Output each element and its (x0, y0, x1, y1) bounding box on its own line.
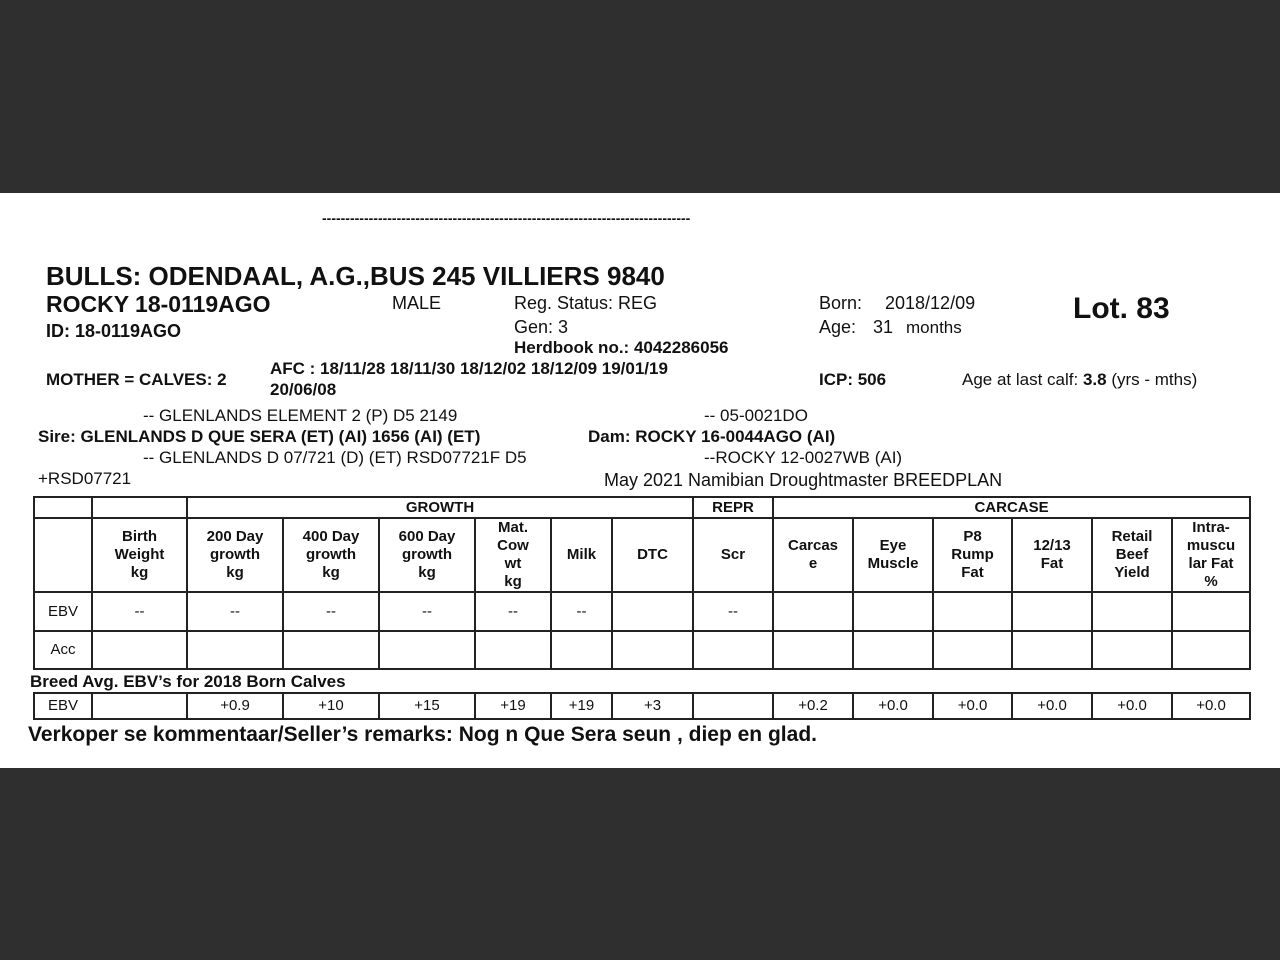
sire-dam-cont: +RSD07721 (38, 469, 132, 488)
acc-cell (475, 631, 551, 669)
avg-cell: +0.0 (933, 693, 1012, 719)
col-header: Carcas e (773, 518, 853, 592)
ebv-cell (1012, 592, 1092, 631)
col-header: Milk (551, 518, 612, 592)
avg-cell: +0.2 (773, 693, 853, 719)
ebv-cell: -- (475, 592, 551, 631)
animal-id: ID: 18-0119AGO (46, 321, 182, 341)
row-label-header (34, 518, 92, 592)
sire-dam: -- GLENLANDS D 07/721 (D) (ET) RSD07721F D5 (143, 448, 527, 467)
lot-card (0, 193, 1280, 768)
seller-remarks: Verkoper se kommentaar/Seller’s remarks: Nog n Que Sera seun , diep en glad. (28, 723, 817, 746)
acc-cell (1092, 631, 1172, 669)
ebv-cell: -- (693, 592, 773, 631)
group-repr: REPR (693, 497, 773, 518)
col-header: Eye Muscle (853, 518, 933, 592)
ebv-cell (853, 592, 933, 631)
avg-cell: +3 (612, 693, 693, 719)
avg-cell: +0.9 (187, 693, 283, 719)
ebv-cell (612, 592, 693, 631)
generation: Gen: 3 (514, 317, 569, 337)
avg-cell: +19 (551, 693, 612, 719)
afc-dates: AFC : 18/11/28 18/11/30 18/12/02 18/12/09 19/01/19 (270, 359, 668, 378)
sire-sire: -- GLENLANDS ELEMENT 2 (P) D5 2149 (143, 406, 458, 425)
sex: MALE (392, 293, 442, 313)
avg-cell: +15 (379, 693, 475, 719)
acc-cell (773, 631, 853, 669)
col-header: Intra- muscu lar Fat % (1172, 518, 1250, 592)
acc-cell (92, 631, 187, 669)
col-header: 12/13 Fat (1012, 518, 1092, 592)
acc-cell (933, 631, 1012, 669)
herdbook-number: Herdbook no.: 4042286056 (514, 338, 729, 357)
age-label: Age: (819, 317, 857, 337)
col-header: Birth Weight kg (92, 518, 187, 592)
age-last-calf (962, 371, 1197, 388)
col-header: 200 Day growth kg (187, 518, 283, 592)
born-value: 2018/12/09 (885, 293, 976, 313)
avg-cell: +10 (283, 693, 379, 719)
age-last-calf-unit: (yrs - mths) (1111, 370, 1198, 389)
col-header: Scr (693, 518, 773, 592)
animal-name: ROCKY 18-0119AGO (46, 291, 271, 317)
spacer-cell (92, 497, 187, 518)
breed-avg-table (33, 692, 1251, 720)
icp: ICP: 506 (819, 370, 887, 389)
acc-cell (1172, 631, 1250, 669)
ebv-cell (1172, 592, 1250, 631)
col-header: P8 Rump Fat (933, 518, 1012, 592)
seller-line: BULLS: ODENDAAL, A.G.,BUS 245 VILLIERS 9840 (46, 261, 665, 291)
dam-dam: --ROCKY 12-0027WB (AI) (704, 448, 903, 467)
col-header: Mat. Cow wt kg (475, 518, 551, 592)
avg-cell: +19 (475, 693, 551, 719)
corner-cell (34, 497, 92, 518)
acc-cell (1012, 631, 1092, 669)
col-header: 600 Day growth kg (379, 518, 475, 592)
ebv-cell: -- (551, 592, 612, 631)
ebv-row-label: EBV (34, 592, 92, 631)
acc-cell (379, 631, 475, 669)
avg-cell (693, 693, 773, 719)
separator-dashes: ------------------------------------------------------------------------------- (322, 210, 691, 226)
breed-avg-title: Breed Avg. EBV’s for 2018 Born Calves (30, 672, 346, 691)
avg-row-label: EBV (34, 693, 92, 719)
age-last-calf-value: 3.8 (1082, 370, 1107, 389)
ebv-cell: -- (283, 592, 379, 631)
acc-cell (612, 631, 693, 669)
age-value: 31 (873, 317, 894, 337)
dam: Dam: ROCKY 16-0044AGO (AI) (588, 427, 836, 446)
acc-cell (187, 631, 283, 669)
ebv-cell: -- (92, 592, 187, 631)
born-label: Born: (819, 293, 863, 313)
acc-cell (693, 631, 773, 669)
avg-cell: +0.0 (853, 693, 933, 719)
reg-status: Reg. Status: REG (514, 293, 658, 313)
ebv-cell (933, 592, 1012, 631)
age-last-calf-label: Age at last calf: (962, 370, 1079, 389)
acc-row-label: Acc (34, 631, 92, 669)
breedplan-title: May 2021 Namibian Droughtmaster BREEDPLAN (604, 470, 1003, 490)
acc-cell (853, 631, 933, 669)
ebv-cell: -- (187, 592, 283, 631)
dam-sire: -- 05-0021DO (704, 406, 808, 425)
avg-cell: +0.0 (1172, 693, 1250, 719)
group-growth: GROWTH (187, 497, 693, 518)
col-header: DTC (612, 518, 693, 592)
sire: Sire: GLENLANDS D QUE SERA (ET) (AI) 1656 (AI) (ET) (38, 427, 481, 446)
lot-number: Lot. 83 (1073, 292, 1170, 325)
col-header: Retail Beef Yield (1092, 518, 1172, 592)
mother-calves: MOTHER = CALVES: 2 (46, 370, 227, 389)
acc-cell (551, 631, 612, 669)
ebv-cell (1092, 592, 1172, 631)
age-unit: months (906, 318, 962, 337)
acc-cell (283, 631, 379, 669)
avg-cell: +0.0 (1092, 693, 1172, 719)
group-carcase: CARCASE (773, 497, 1250, 518)
col-header: 400 Day growth kg (283, 518, 379, 592)
avg-cell: +0.0 (1012, 693, 1092, 719)
ebv-cell (773, 592, 853, 631)
afc-dates-cont: 20/06/08 (270, 380, 337, 399)
ebv-cell: -- (379, 592, 475, 631)
ebv-table (33, 496, 1251, 670)
avg-spacer (92, 693, 187, 719)
